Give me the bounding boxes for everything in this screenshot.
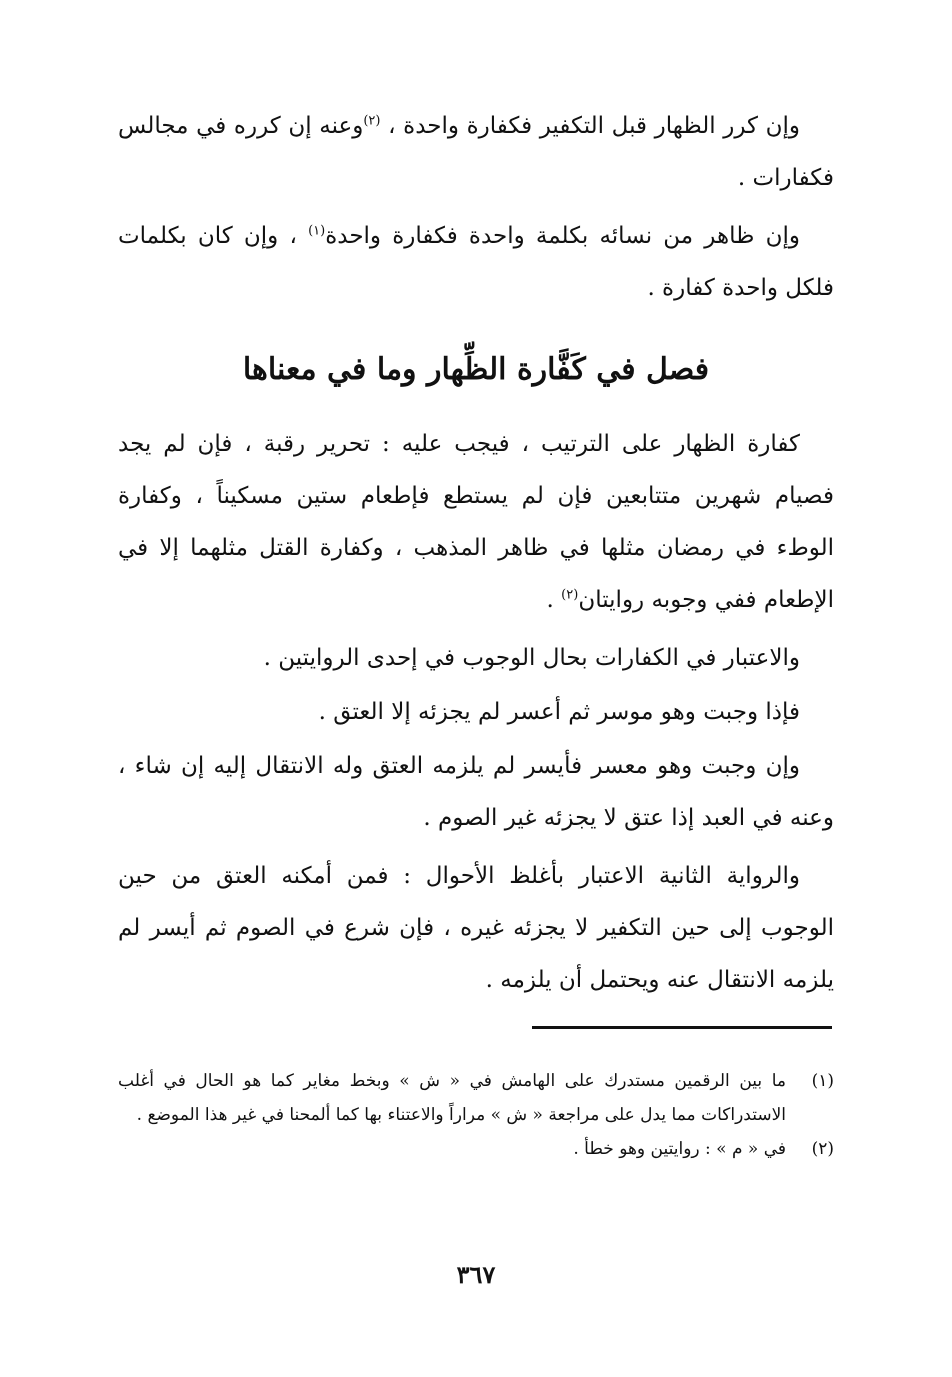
footnote-text: ما بين الرقمين مستدرك على الهامش في « ش » وبخط مغاير كما هو الحال في أغلب الاستدراكات مما يدل على مراجعة « ش » مراراً والاعتناء بها كما ألمحنا في غير هذا الموضع . xyxy=(118,1071,786,1125)
section-heading: فصل في كَفَّارة الظِّهار وما في معناها xyxy=(242,352,710,387)
footnote-divider xyxy=(532,1026,832,1029)
text-run: ، وإن كان بكلمات فلكل واحدة كفارة . xyxy=(118,223,834,301)
text-run: وعنه إن كرره في مجالس فكفارات . xyxy=(118,113,834,191)
footnote-ref: (٢) xyxy=(363,113,381,129)
text-run: . xyxy=(546,587,562,613)
footnote-2 xyxy=(118,1132,834,1166)
footnote-text: في « م » : روايتين وهو خطأ . xyxy=(573,1139,786,1159)
footnote-ref: (١) xyxy=(308,223,326,239)
footnote-number: (١) xyxy=(811,1071,834,1091)
text-run: وإن كرر الظهار قبل التكفير فكفارة واحدة ، xyxy=(380,113,800,139)
footnote-ref: (٢) xyxy=(561,587,579,603)
footnote-number: (٢) xyxy=(811,1139,834,1159)
body-text-bottom xyxy=(118,418,834,1012)
paragraph-second-narration: والرواية الثانية الاعتبار بأغلظ الأحوال : فمن أمكنه العتق من حين الوجوب إلى حين التكفير لا يجزئه غيره ، فإن شرع في الصوم ثم أيسر لم يلزمه الانتقال عنه ويحتمل أن يلزمه . xyxy=(118,863,834,993)
paragraph-poor-then-wealthy: وإن وجبت وهو معسر فأيسر لم يلزمه العتق وله الانتقال إليه إن شاء ، وعنه في العبد إذا عتق لا يجزئه غير الصوم . xyxy=(118,753,834,831)
text-run: كفارة الظهار على الترتيب ، فيجب عليه : تحرير رقبة ، فإن لم يجد فصيام شهرين متتابعين فإن لم يستطع فإطعام ستين مسكيناً ، وكفارة الوطء في رمضان مثلها في ظاهر المذهب ، وكفارة القتل مثلهما إلا في الإطعام ففي وجوبه روايتان xyxy=(118,431,834,613)
text-run: وإن ظاهر من نسائه بكلمة واحدة فكفارة واحدة xyxy=(325,223,801,249)
footnotes xyxy=(118,1064,834,1166)
paragraph-expiation-order xyxy=(118,418,834,626)
paragraph-one-word-zihar xyxy=(118,210,834,314)
body-text-top xyxy=(118,100,834,320)
footnote-1 xyxy=(118,1064,834,1132)
paragraph-consideration: والاعتبار في الكفارات بحال الوجوب في إحدى الروايتين . xyxy=(263,645,800,671)
page-number: ٣٦٧ xyxy=(456,1260,496,1289)
paragraph-repeated-zihar xyxy=(118,100,834,204)
paragraph-wealthy-then-poor: فإذا وجبت وهو موسر ثم أعسر لم يجزئه إلا العتق . xyxy=(318,699,800,725)
